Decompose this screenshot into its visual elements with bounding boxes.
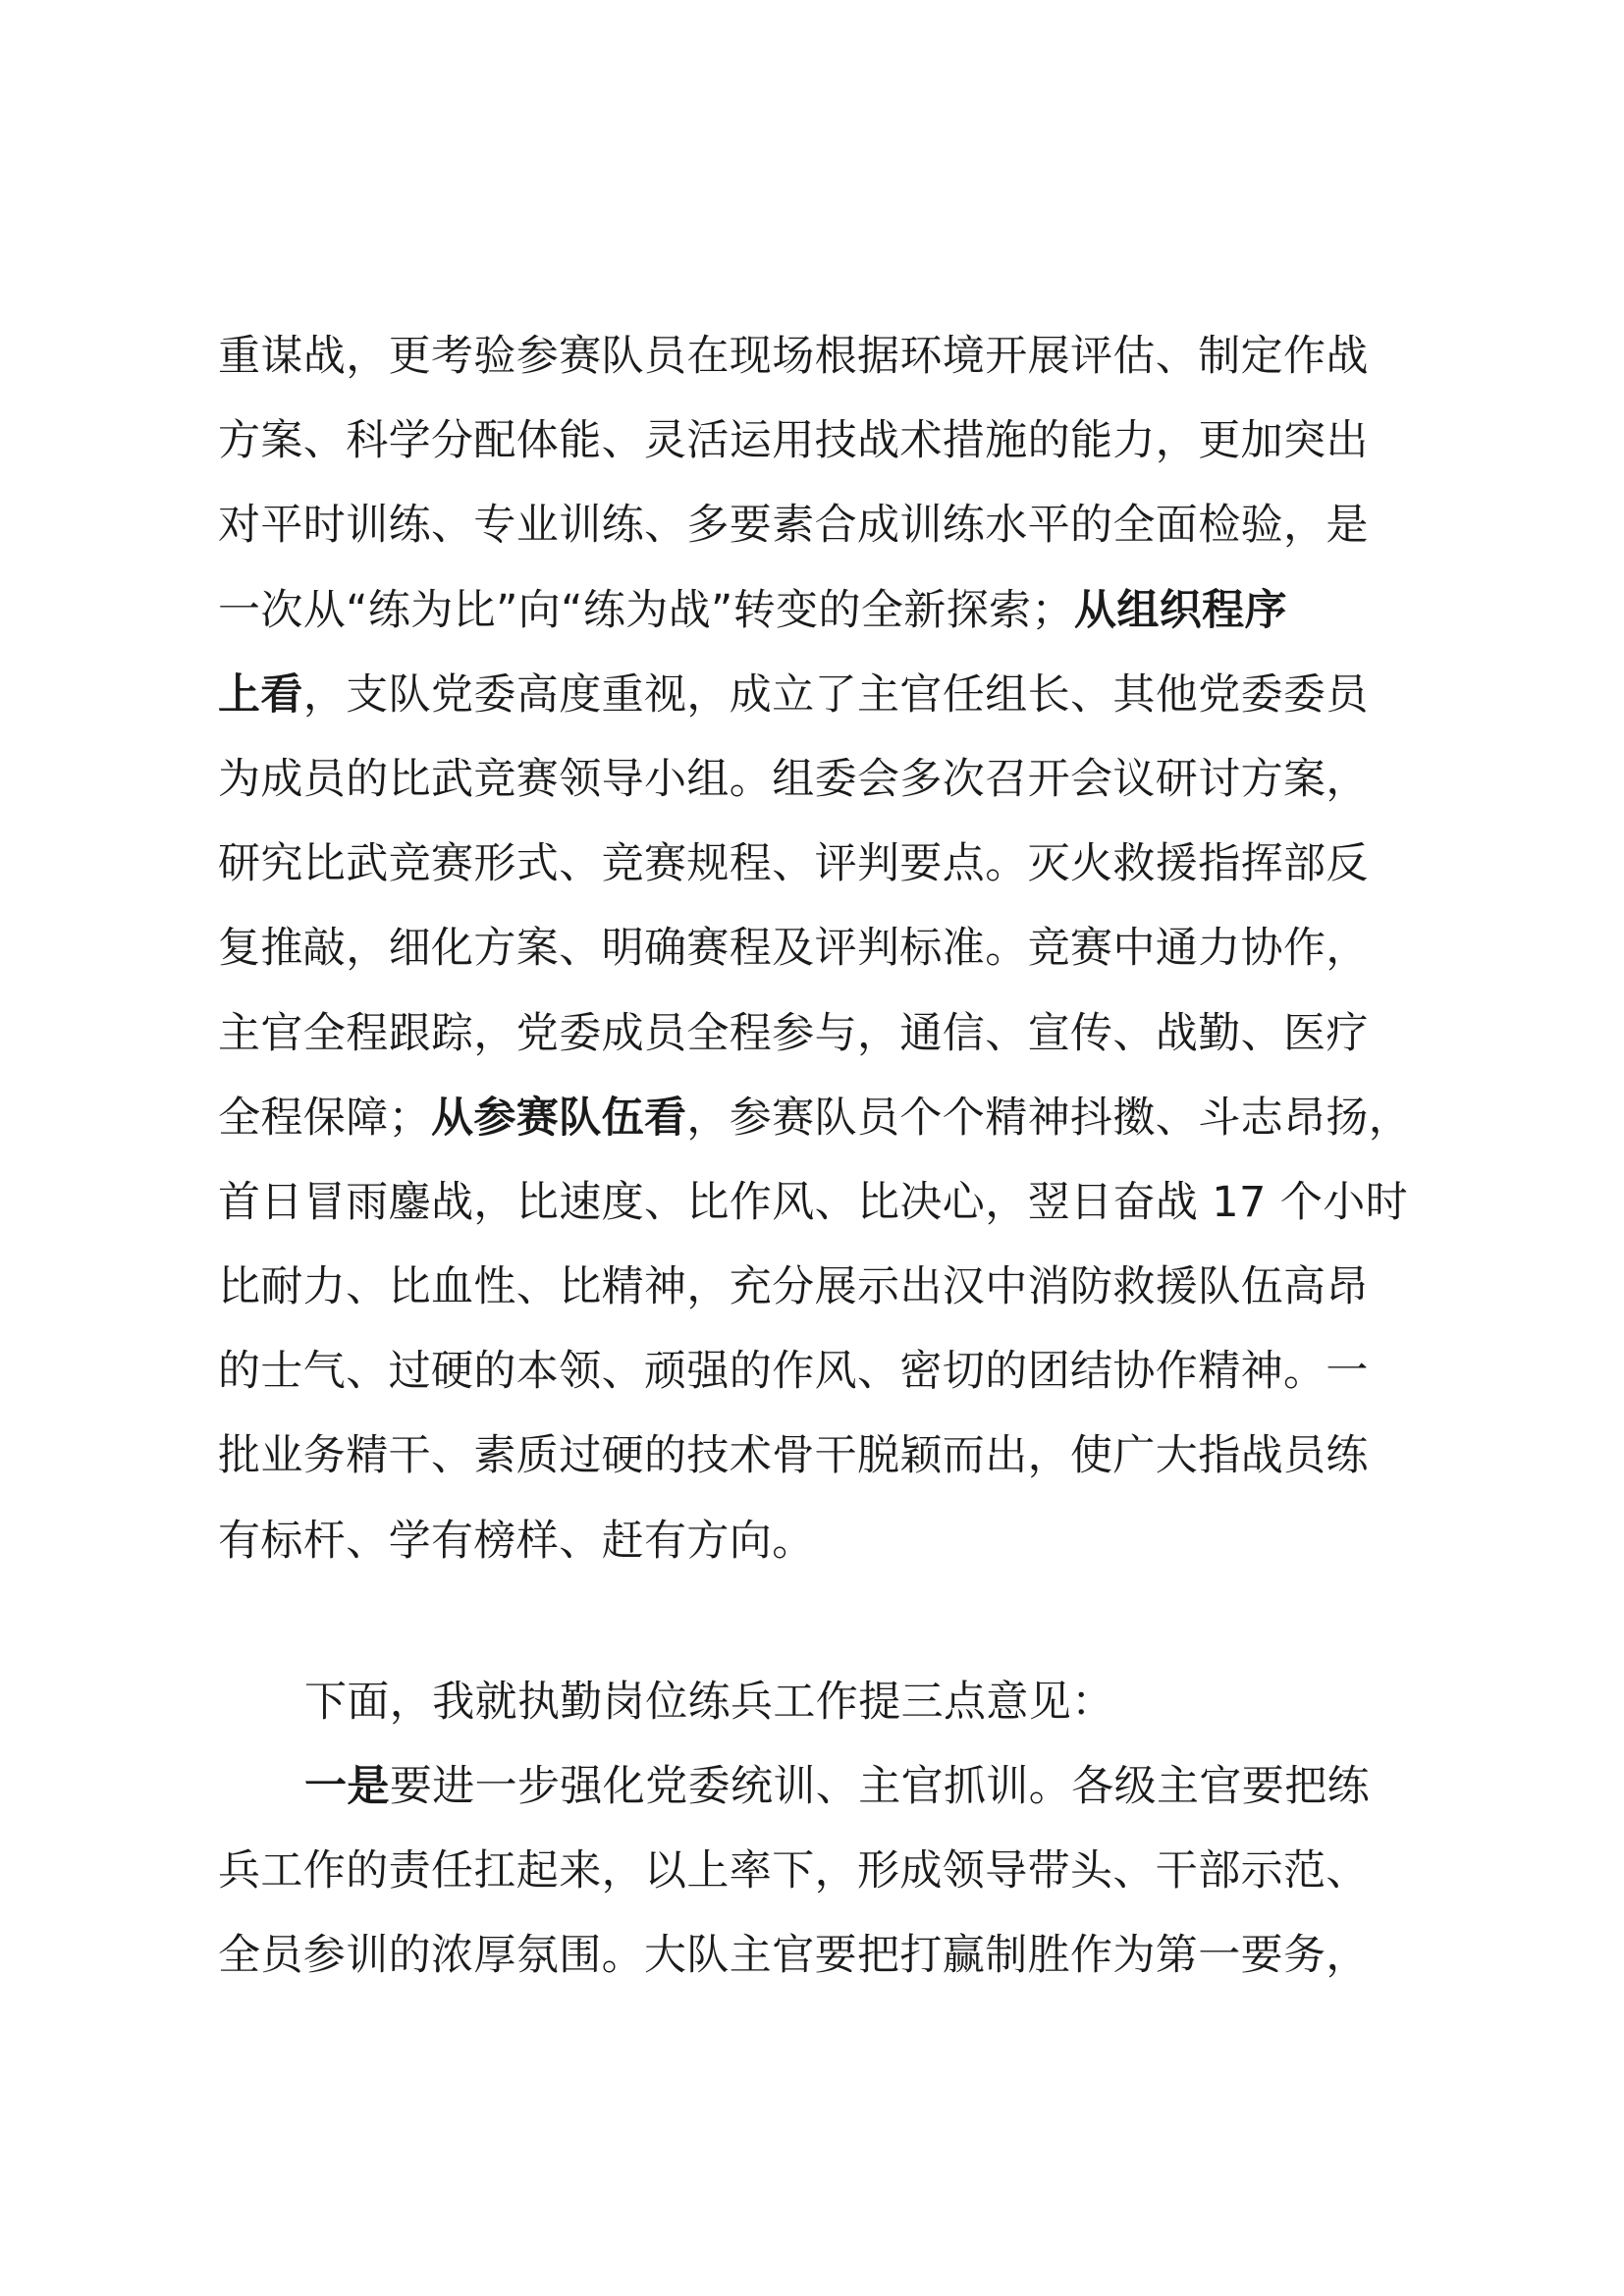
paragraph-line: 比耐力、比血性、比精神，充分展示出汉中消防救援队伍高昂 bbox=[218, 1262, 1369, 1312]
paragraph-line bbox=[218, 568, 1435, 653]
paragraph-line: 方案、科学分配体能、灵活运用技战术措施的能力，更加突出 bbox=[218, 416, 1369, 466]
paragraph-line: 重谋战，更考验参赛队员在现场根据环境开展评估、制定作战 bbox=[218, 332, 1369, 381]
paragraph-line: 首日冒雨鏖战，比速度、比作风、比决心，翌日奋战 17 个小时 bbox=[218, 1177, 1409, 1227]
paragraph-line: 主官全程跟踪，党委成员全程参与，通信、宣传、战勤、医疗 bbox=[218, 1008, 1369, 1058]
paragraph-line: 研究比武竞赛形式、竞赛规程、评判要点。灭火救援指挥部反 bbox=[218, 839, 1369, 889]
line-text: 要进一步强化党委统训、主官抓训。各级主官要把练 bbox=[389, 1762, 1371, 1811]
paragraph-line: 批业务精干、素质过硬的技术骨干脱颖而出，使广大指战员练 bbox=[218, 1431, 1369, 1481]
section-heading-inline: 上看 bbox=[218, 669, 303, 720]
paragraph-line bbox=[218, 653, 1435, 737]
line-text: 全程保障； bbox=[218, 1093, 431, 1143]
line-text: ，参赛队员个个精神抖擞、斗志昂扬， bbox=[686, 1093, 1412, 1143]
paragraph-line: 的士气、过硬的本领、顽强的作风、密切的团结协作精神。一 bbox=[218, 1347, 1369, 1397]
line-text: ，支队党委高度重视，成立了主官任组长、其他党委委员 bbox=[302, 669, 1369, 720]
paragraph-line: 兵工作的责任扛起来，以上率下，形成领导带头、干部示范、 bbox=[218, 1846, 1369, 1896]
point-label: 一是 bbox=[304, 1762, 390, 1811]
section-heading-inline: 从参赛队伍看 bbox=[431, 1093, 687, 1143]
point-one-line bbox=[218, 1744, 1435, 1829]
paragraph-line: 全员参训的浓厚氛围。大队主官要把打赢制胜作为第一要务， bbox=[218, 1931, 1369, 1981]
body-text bbox=[218, 314, 1435, 1999]
paragraph-line: 有标杆、学有榜样、赶有方向。 bbox=[218, 1516, 815, 1566]
paragraph-spacer bbox=[218, 1583, 1435, 1660]
paragraph-line: 为成员的比武竞赛领导小组。组委会多次召开会议研讨方案， bbox=[218, 754, 1369, 804]
paragraph-line: 复推敲，细化方案、明确赛程及评判标准。竞赛中通力协作， bbox=[218, 924, 1369, 974]
intro-line: 下面，我就执勤岗位练兵工作提三点意见： bbox=[304, 1677, 1114, 1727]
paragraph-line: 对平时训练、专业训练、多要素合成训练水平的全面检验，是 bbox=[218, 501, 1369, 551]
section-heading-inline: 从组织程序 bbox=[1073, 585, 1287, 635]
paragraph-line bbox=[218, 1076, 1435, 1160]
line-text: 一次从“练为比”向“练为战”转变的全新探索； bbox=[218, 585, 1074, 635]
